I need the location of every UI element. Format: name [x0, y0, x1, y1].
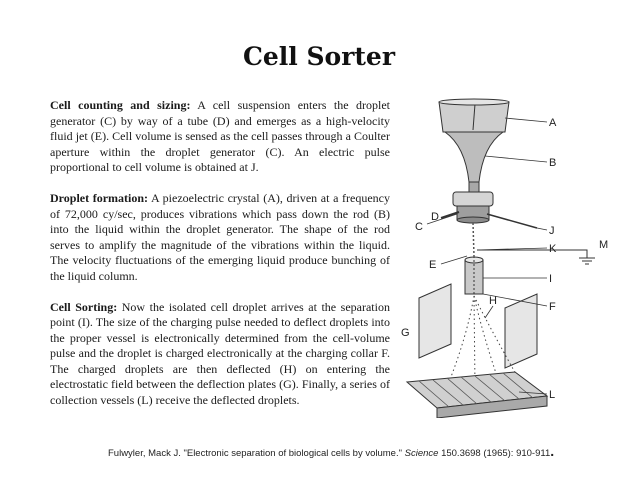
text-droplet: A piezoelectric crystal (A), driven at a frequency of 72,000 cy/sec, produces vibrations which pass down the rod (B) into the liquid within the droplet generator. The shape of the rod serves to amplify the magnitude of the vibrations within the liquid. The velocity fluctuations of the emerging liquid produce bunching of the liquid column.: [50, 191, 390, 283]
paragraph-sorting: [50, 300, 390, 409]
label-i: I: [549, 273, 553, 285]
body-text: [50, 98, 390, 424]
text-sorting: Now the isolated cell droplet arrives at the separation point (I). The size of the charging pulse needed to deflect droplets into the proper vessel is electronically determined from the cell-volume pulse and the droplet is charged electronically at the charging collar F. The charged droplets are then deflected (H) on entering the electrostatic field between the deflection plates (G). Finally, a series of collection vessels (L) receive the deflected droplets.: [50, 299, 390, 407]
fluid-jet: [473, 223, 474, 256]
citation-details: 150.3698 (1965): 910-911: [438, 448, 551, 459]
citation-journal: Science: [404, 448, 439, 459]
label-h: H: [489, 295, 497, 307]
label-b: B: [549, 157, 557, 169]
label-g: G: [401, 327, 410, 339]
droplet-generator: [453, 192, 493, 223]
paragraph-droplet: [50, 191, 390, 284]
charging-collar: [465, 256, 483, 296]
page-title: Cell Sorter: [242, 42, 396, 71]
rod-stem: [469, 182, 479, 192]
citation-end: .: [550, 443, 555, 459]
cell-sorter-diagram: [397, 96, 629, 418]
paragraph-counting: [50, 98, 390, 176]
label-a: A: [549, 117, 557, 129]
citation: [108, 443, 628, 459]
label-j: J: [549, 225, 555, 237]
label-f: F: [549, 301, 556, 313]
heading-droplet: Droplet formation:: [50, 191, 149, 205]
citation-authors: Fulwyler, Mack J. "Electronic separation of biological cells by volume.": [108, 448, 405, 459]
heading-sorting: Cell Sorting:: [50, 299, 118, 314]
label-l: L: [549, 389, 556, 401]
heading-counting: Cell counting and sizing:: [50, 98, 191, 112]
text-counting: A cell suspension enters the droplet generator (C) by way of a tube (D) and emerges as a high-velocity fluid jet (E). Cell volume is sensed as the cell passes through a Coulter aperture within the droplet generator (C). An electric pulse proportional to cell volume is obtained at J.: [50, 98, 390, 174]
label-m: M: [599, 239, 609, 251]
label-d: D: [431, 211, 439, 223]
label-c: C: [415, 221, 423, 233]
label-k: K: [549, 243, 557, 255]
piezo-crystal: [439, 99, 509, 132]
label-e: E: [429, 259, 437, 271]
